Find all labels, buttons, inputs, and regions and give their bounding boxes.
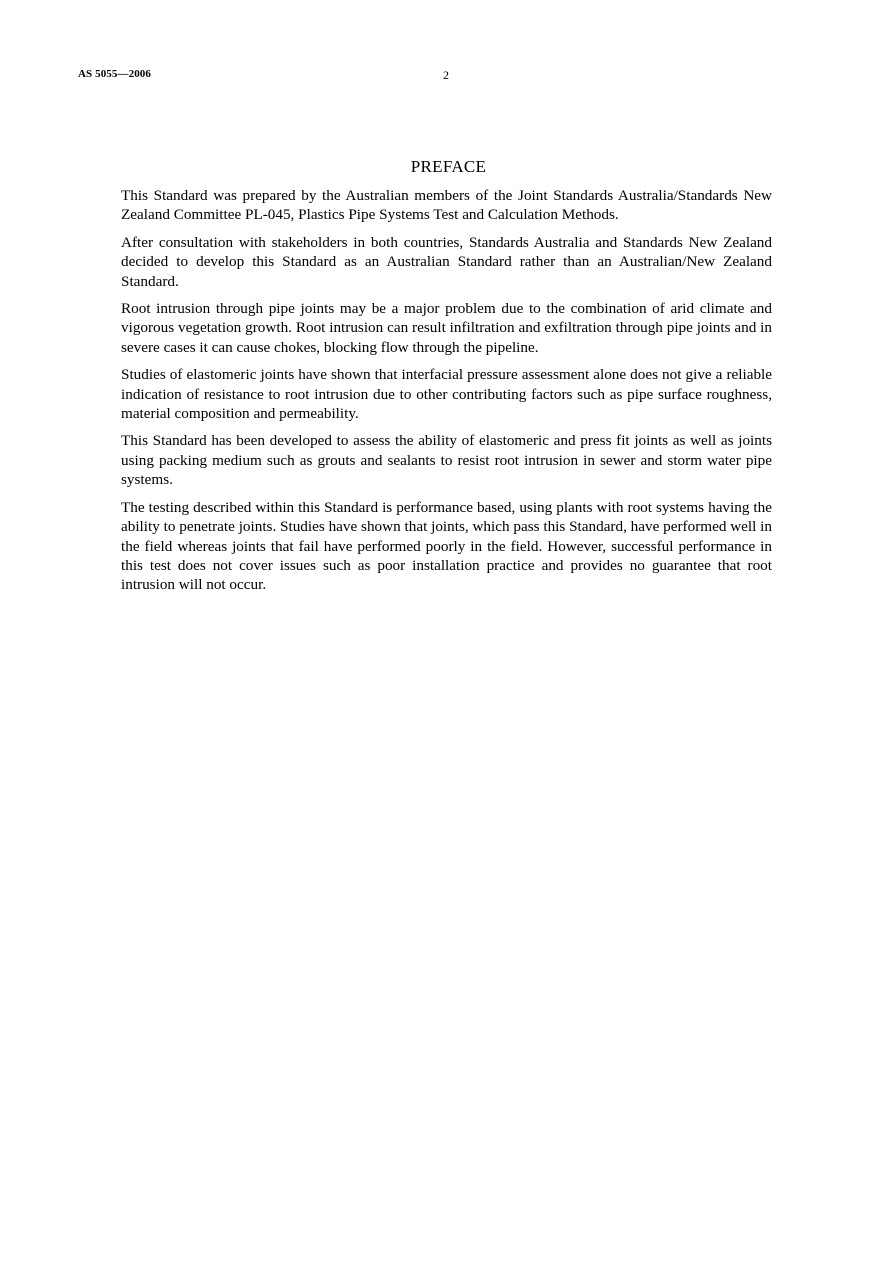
document-identifier: AS 5055—2006 bbox=[78, 68, 152, 80]
preface-paragraph-3: Root intrusion through pipe joints may be a major problem due to the combination of arid climate and vigorous vegetation growth. Root intrusion can result infiltration and exfiltration through pipe joints and in severe cases it can cause chokes, blocking flow through the pipeline. bbox=[121, 300, 772, 356]
preface-paragraph-6: The testing described within this Standard is performance based, using plants with root systems having the ability to penetrate joints. Studies have shown that joints, which pass this Standard, have performed well in the field whereas joints that fail have performed poorly in the field. However, successful performance in this test does not cover issues such as poor installation practice and provides no guarantee that root intrusion will not occur. bbox=[121, 498, 772, 594]
preface-paragraph-5: This Standard has been developed to assess the ability of elastomeric and press fit joints as well as joints using packing medium such as grouts and sealants to resist root intrusion in sewer and storm water pipe systems. bbox=[121, 432, 772, 489]
preface-section bbox=[121, 156, 772, 603]
preface-paragraph-1: This Standard was prepared by the Australian members of the Joint Standards Australia/Standards New Zealand Committee PL-045, Plastics Pipe Systems Test and Calculation Methods. bbox=[121, 187, 772, 224]
preface-paragraph-2: After consultation with stakeholders in both countries, Standards Australia and Standards New Zealand decided to develop this Standard as an Australian Standard rather than an Australian/New Zealand Standard. bbox=[121, 233, 772, 290]
page-number: 2 bbox=[443, 68, 449, 82]
preface-title: PREFACE bbox=[410, 157, 487, 176]
preface-paragraph-4: Studies of elastomeric joints have shown that interfacial pressure assessment alone does not give a reliable indication of resistance to root intrusion due to other contributing factors such as pipe surface roughness, material composition and permeability. bbox=[121, 366, 772, 423]
page-header bbox=[0, 68, 892, 84]
